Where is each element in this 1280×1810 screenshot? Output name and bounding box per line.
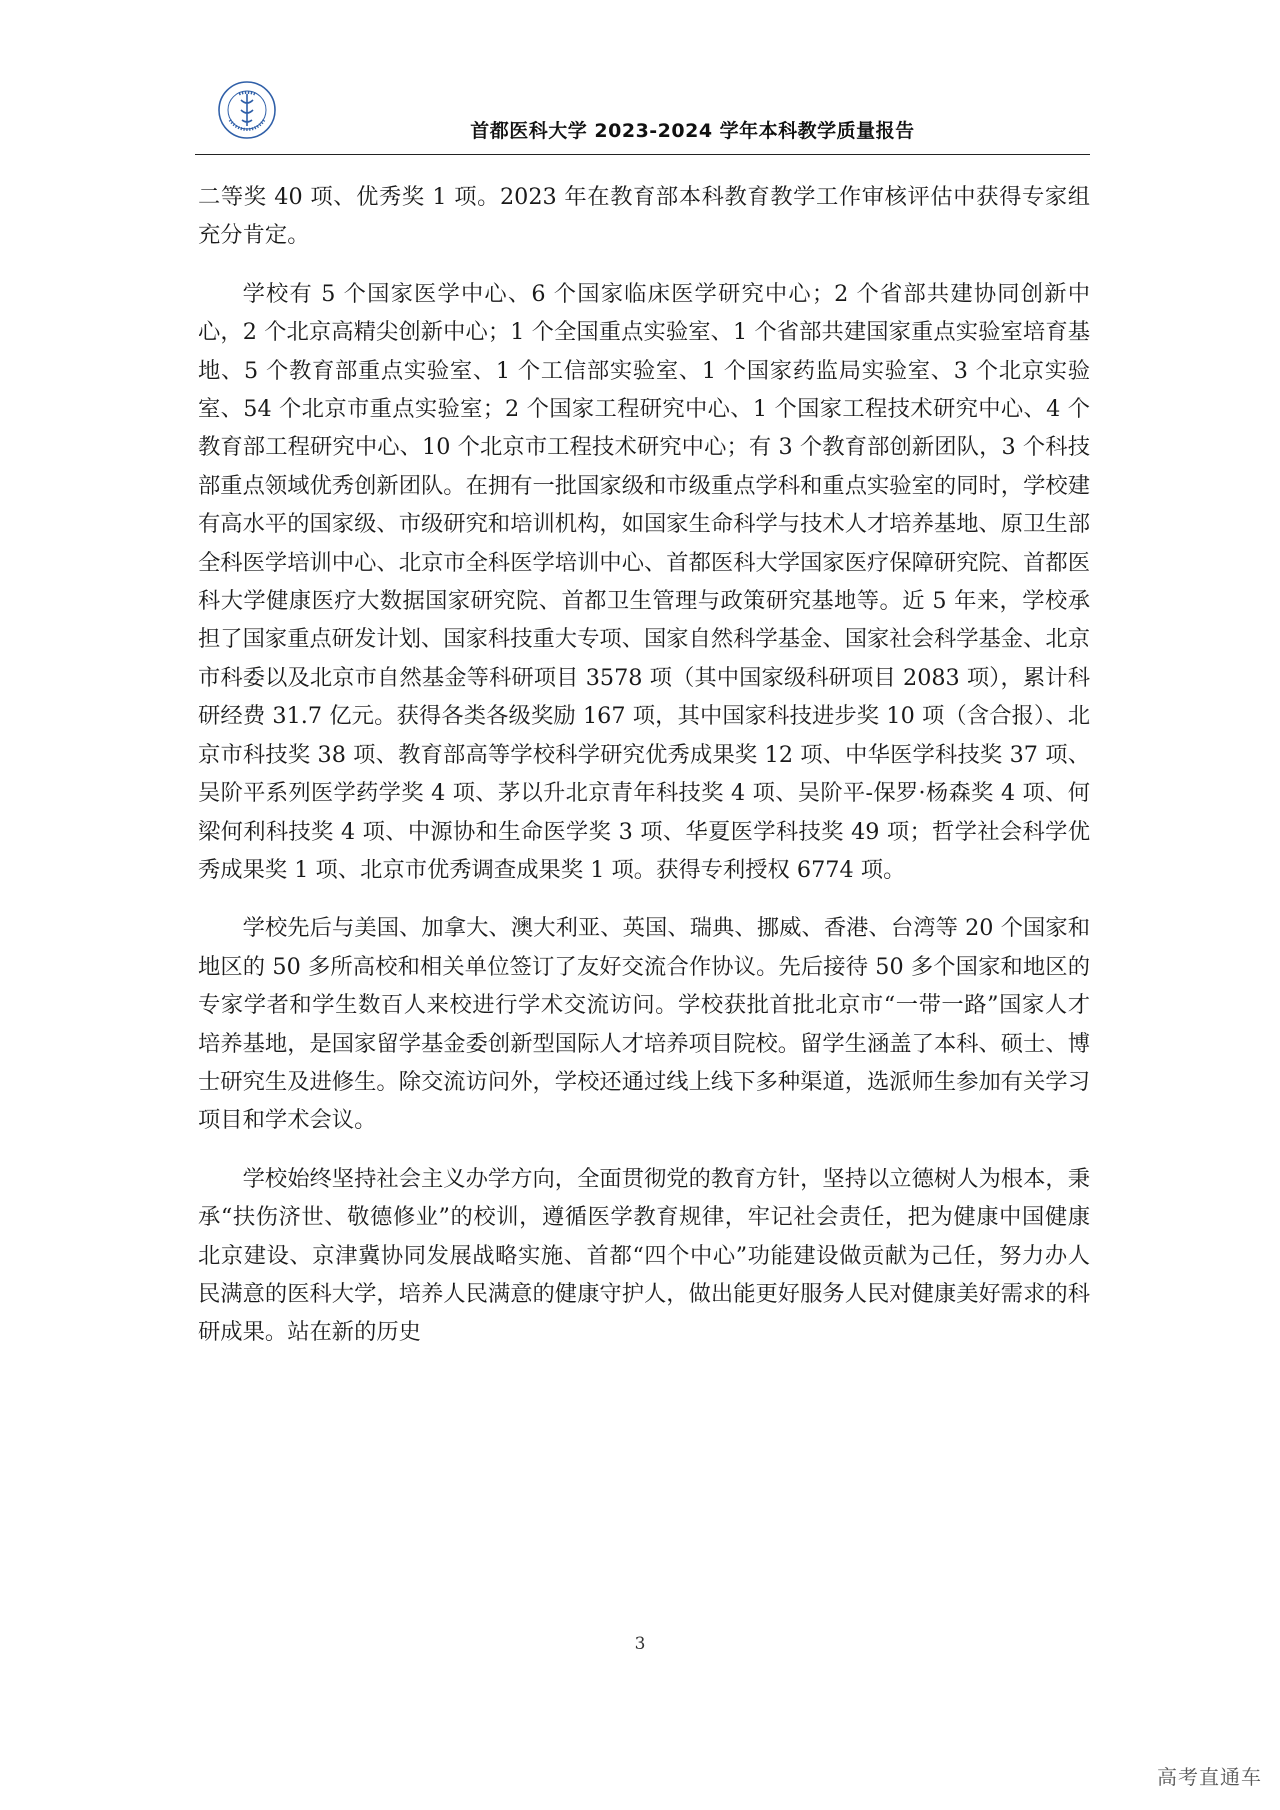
page-header [195, 76, 1090, 155]
watermark: 高考直通车 [1157, 1765, 1262, 1789]
paragraph-2: 学校有 5 个国家医学中心、6 个国家临床医学研究中心；2 个省部共建协同创新中心，2 个北京高精尖创新中心；1 个全国重点实验室、1 个省部共建国家重点实验室培育基地、5 个教育部重点实验室、1 个工信部实验室、1 个国家药监局实验室、3 个北京实验室、54 个北京市重点实验室；2 个国家工程研究中心、1 个国家工程技术研究中心、4 个教育部工程研究中心、10 个北京市工程技术研究中心；有 3 个教育部创新团队，3 个科技部重点领域优秀创新团队。在拥有一批国家级和市级重点学科和重点实验室的同时，学校建有高水平的国家级、市级研究和培训机构，如国家生命科学与技术人才培养基地、原卫生部全科医学培训中心、北京市全科医学培训中心、首都医科大学国家医疗保障研究院、首都医科大学健康医疗大数据国家研究院、首都卫生管理与政策研究基地等。近 5 年来，学校承担了国家重点研发计划、国家科技重大专项、国家自然科学基金、国家社会科学基金、北京市科委以及北京市自然基金等科研项目 3578 项（其中国家级科研项目 2083 项），累计科研经费 31.7 亿元。获得各类各级奖励 167 项，其中国家科技进步奖 10 项（含合报）、北京市科技奖 38 项、教育部高等学校科学研究优秀成果奖 12 项、中华医学科技奖 37 项、吴阶平系列医学药学奖 4 项、茅以升北京青年科技奖 4 项、吴阶平-保罗·杨森奖 4 项、何梁何利科技奖 4 项、中源协和生命医学奖 3 项、华夏医学科技奖 49 项；哲学社会科学优秀成果奖 1 项、北京市优秀调查成果奖 1 项。获得专利授权 6774 项。 [198, 280, 1090, 883]
paragraph-4: 学校始终坚持社会主义办学方向，全面贯彻党的教育方针，坚持以立德树人为根本，秉承“扶伤济世、敬德修业”的校训，遵循医学教育规律，牢记社会责任，把为健康中国健康北京建设、京津冀协同发展战略实施、首都“四个中心”功能建设做贡献为己任，努力办人民满意的医科大学，培养人民满意的健康守护人，做出能更好服务人民对健康美好需求的科研成果。站在新的历史 [198, 1165, 1090, 1346]
header-title: 首都医科大学 2023-2024 学年本科教学质量报告 [470, 120, 915, 142]
paragraph-1: 二等奖 40 项、优秀奖 1 项。2023 年在教育部本科教育教学工作审核评估中获得专家组充分肯定。 [198, 184, 1090, 249]
page-number: 3 [634, 1634, 646, 1654]
university-logo [217, 80, 277, 140]
document-body [198, 178, 1090, 1372]
paragraph-3: 学校先后与美国、加拿大、澳大利亚、英国、瑞典、挪威、香港、台湾等 20 个国家和地区的 50 多所高校和相关单位签订了友好交流合作协议。先后接待 50 多个国家和地区的专家学者和学生数百人来校进行学术交流访问。学校获批首批北京市“一带一路”国家人才培养基地，是国家留学基金委创新型国际人才培养项目院校。留学生涵盖了本科、硕士、博士研究生及进修生。除交流访问外，学校还通过线上线下多种渠道，选派师生参加有关学习项目和学术会议。 [198, 915, 1090, 1134]
